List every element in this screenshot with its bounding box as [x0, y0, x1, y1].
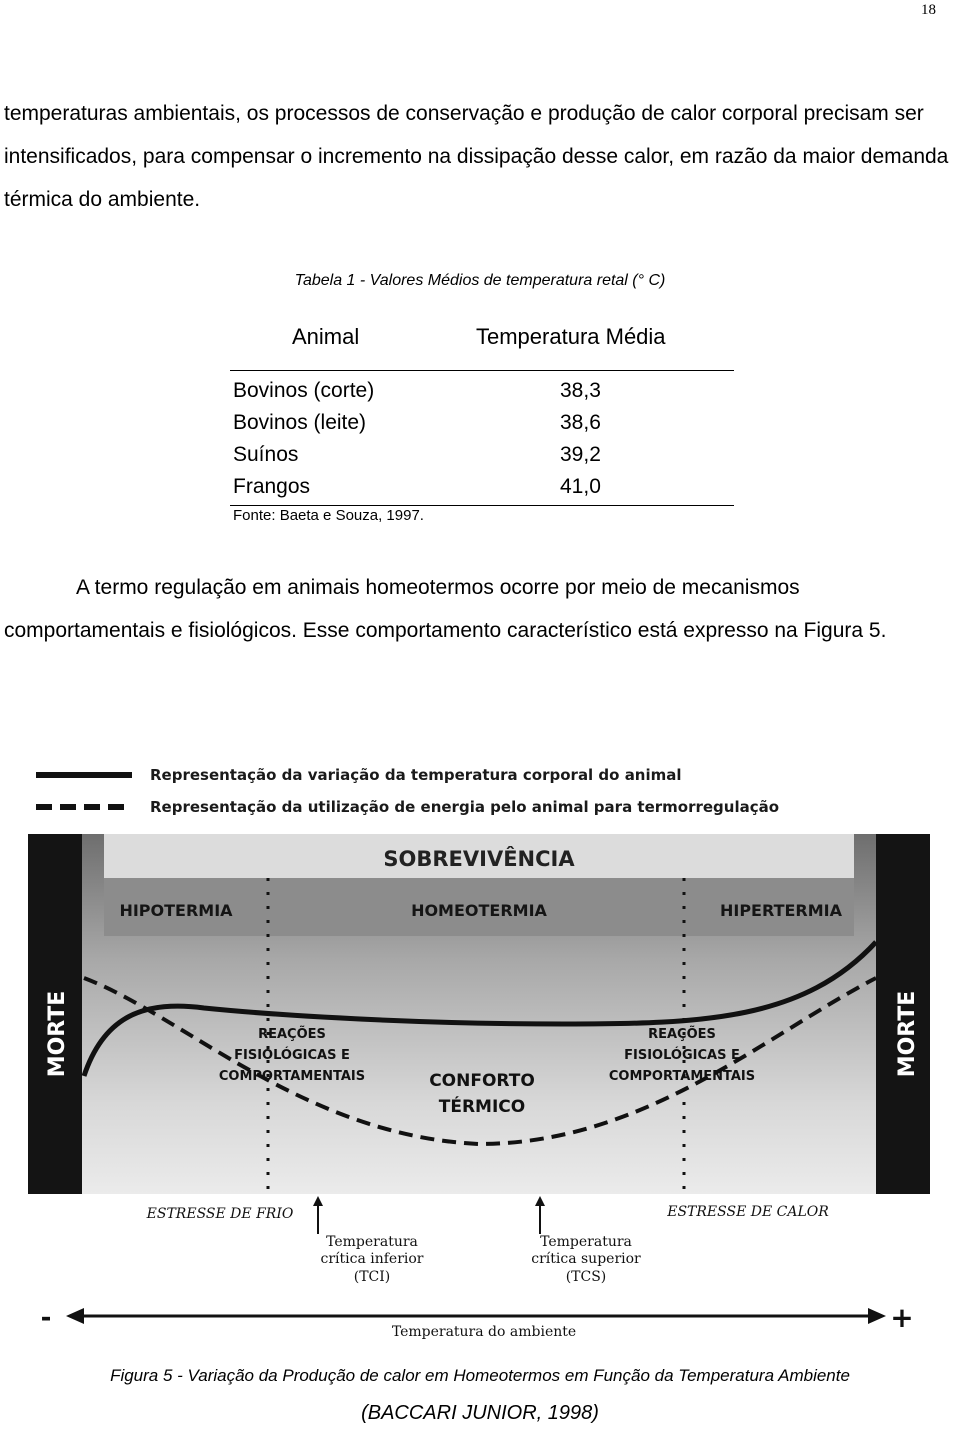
homeotermia-label: HOMEOTERMIA — [411, 901, 547, 920]
reacoes-left-line1: REAÇÕES — [258, 1027, 326, 1042]
table-source: Fonte: Baeta e Souza, 1997. — [233, 507, 424, 524]
conforto-line1: CONFORTO — [429, 1071, 535, 1091]
legend-dashed-label: Representação da utilização de energia pelo animal para termorregulação — [150, 798, 780, 816]
reacoes-left-line2: FISIOLÓGICAS E — [234, 1048, 350, 1063]
estresse-calor-label: ESTRESSE DE CALOR — [667, 1204, 829, 1220]
reacoes-right-line1: REAÇÕES — [648, 1027, 716, 1042]
figure-citation: (BACCARI JUNIOR, 1998) — [361, 1402, 599, 1424]
table-header — [230, 318, 734, 371]
axis-arrow-right — [868, 1308, 886, 1324]
table-caption: Tabela 1 - Valores Médios de temperatura retal (° C) — [294, 272, 666, 289]
tcs-line1: Temperatura — [540, 1234, 632, 1250]
header-animal: Animal — [292, 324, 360, 349]
tci-line3: (TCI) — [353, 1269, 391, 1285]
table-row — [230, 409, 734, 441]
table-row — [230, 377, 734, 409]
tci-arrowhead — [313, 1196, 323, 1206]
table-body — [230, 371, 734, 506]
reacoes-left-line3: COMPORTAMENTAIS — [218, 1069, 366, 1084]
table-row — [230, 473, 734, 505]
conforto-line2: TÉRMICO — [438, 1097, 526, 1117]
thermoregulation-figure — [24, 746, 936, 1356]
tci-line1: Temperatura — [326, 1234, 418, 1250]
axis-arrow-left — [66, 1308, 84, 1324]
legend-solid-label: Representação da variação da temperatura corporal do animal — [150, 766, 682, 784]
cell-animal: Bovinos (leite) — [233, 411, 367, 434]
reacoes-right-line2: FISIOLÓGICAS E — [624, 1048, 740, 1063]
hipotermia-label: HIPOTERMIA — [119, 901, 233, 920]
page-number: 18 — [921, 2, 936, 18]
morte-right-label: MORTE — [895, 990, 920, 1078]
tci-line2: crítica inferior — [320, 1251, 424, 1267]
cell-temp: 38,6 — [560, 411, 601, 434]
cell-animal: Frangos — [233, 475, 311, 498]
axis-plus: + — [890, 1301, 914, 1334]
sobrevivencia-label: SOBREVIVÊNCIA — [383, 847, 575, 871]
paragraph-1: temperaturas ambientais, os processos de conservação e produção de calor corporal precisam ser intensificados, para compensar o incremento na dissipação desse calor, em razão da maior demanda térmica do ambiente. — [4, 102, 949, 211]
hipertermia-label: HIPERTERMIA — [719, 901, 843, 920]
tcs-arrowhead — [535, 1196, 545, 1206]
paragraph-2 — [4, 566, 956, 652]
cell-temp: 41,0 — [560, 475, 601, 498]
cell-animal: Suínos — [233, 443, 299, 466]
cell-temp: 39,2 — [560, 443, 601, 466]
temperature-table — [230, 318, 734, 506]
figure-caption: Figura 5 - Variação da Produção de calor em Homeotermos em Função da Temperatura Ambiente — [110, 1366, 850, 1385]
ambient-axis-label: Temperatura do ambiente — [391, 1324, 577, 1340]
axis-minus: - — [40, 1303, 52, 1333]
reacoes-right-line3: COMPORTAMENTAIS — [608, 1069, 756, 1084]
header-temperature: Temperatura Média — [476, 324, 666, 349]
table-row — [230, 441, 734, 473]
morte-left-label: MORTE — [45, 990, 70, 1078]
tcs-line3: (TCS) — [565, 1269, 607, 1285]
estresse-frio-label: ESTRESSE DE FRIO — [146, 1206, 294, 1222]
tcs-line2: crítica superior — [531, 1251, 641, 1267]
cell-temp: 38,3 — [560, 379, 601, 402]
paragraph-2-text: A termo regulação em animais homeotermos ocorre por meio de mecanismos comportamentais e fisiológicos. Esse comportamento característico está expresso na Figura 5. — [4, 576, 887, 642]
cell-animal: Bovinos (corte) — [233, 379, 375, 402]
